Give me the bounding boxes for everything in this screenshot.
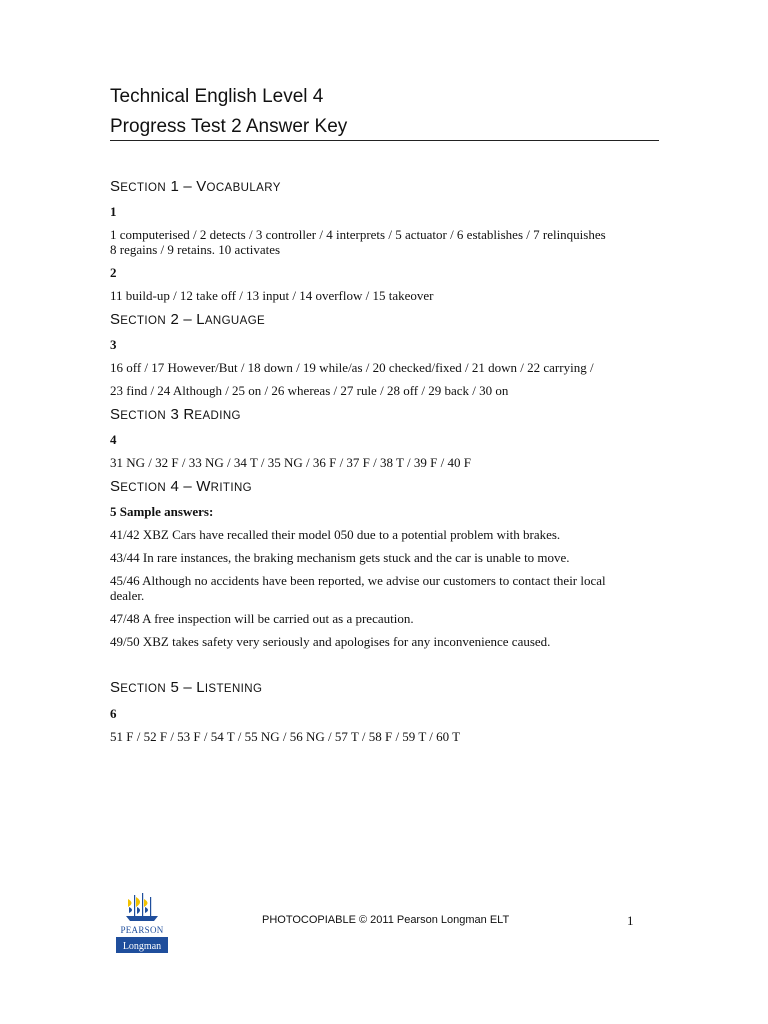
page-number: 1 — [627, 913, 634, 928]
copyright-notice: PHOTOCOPIABLE © 2011 Pearson Longman ELT — [262, 914, 510, 926]
logo-pearson-text: PEARSON — [120, 925, 164, 935]
section-4-heading: SECTION 4 – WRITING — [110, 478, 252, 495]
exercise-2-line-1: 11 build-up / 12 take off / 13 input / 14 overflow / 15 takeover — [110, 288, 434, 303]
exercise-6-line-1: 51 F / 52 F / 53 F / 54 T / 55 NG / 56 NG / 57 T / 58 F / 59 T / 60 T — [110, 729, 461, 744]
exercise-6-number: 6 — [110, 706, 117, 721]
section-3-heading: SECTION 3 READING — [110, 406, 241, 423]
section-2-heading: SECTION 2 – LANGUAGE — [110, 311, 266, 328]
exercise-4-line-1: 31 NG / 32 F / 33 NG / 34 T / 35 NG / 36 F / 37 F / 38 T / 39 F / 40 F — [110, 455, 471, 470]
exercise-1-line-2: 8 regains / 9 retains. 10 activates — [110, 242, 281, 257]
sample-answer-41-42: 41/42 XBZ Cars have recalled their model 050 due to a potential problem with brakes. — [110, 527, 561, 542]
exercise-5-number: 5 Sample answers: — [110, 504, 214, 519]
exercise-1-number: 1 — [110, 204, 117, 219]
section-1-heading: SECTION 1 – VOCABULARY — [110, 178, 281, 195]
exercise-3-line-2: 23 find / 24 Although / 25 on / 26 whereas / 27 rule / 28 off / 29 back / 30 on — [110, 383, 509, 398]
section-5-heading: SECTION 5 – LISTENING — [110, 679, 263, 696]
ship-icon — [126, 893, 158, 921]
exercise-4-number: 4 — [110, 432, 117, 447]
sample-answer-49-50: 49/50 XBZ takes safety very seriously and apologises for any inconvenience caused. — [110, 634, 551, 649]
logo-longman-text: Longman — [122, 941, 162, 952]
exercise-3-line-1: 16 off / 17 However/But / 18 down / 19 while/as / 20 checked/fixed / 21 down / 22 carrying / — [110, 360, 594, 375]
sample-answer-47-48: 47/48 A free inspection will be carried out as a precaution. — [110, 611, 414, 626]
document-title: Technical English Level 4 — [110, 86, 324, 107]
exercise-1-line-1: 1 computerised / 2 detects / 3 controller / 4 interprets / 5 actuator / 6 establishes / 7 relinquishes — [110, 227, 606, 242]
sample-answer-45-46-line-1: 45/46 Although no accidents have been reported, we advise our customers to contact their local — [110, 573, 606, 588]
sample-answer-45-46-line-2: dealer. — [110, 588, 145, 603]
document-subtitle: Progress Test 2 Answer Key — [110, 116, 348, 137]
sample-answer-43-44: 43/44 In rare instances, the braking mechanism gets stuck and the car is unable to move. — [110, 550, 570, 565]
exercise-2-number: 2 — [110, 265, 117, 280]
title-divider — [110, 140, 659, 141]
pearson-longman-logo — [114, 893, 170, 955]
exercise-3-number: 3 — [110, 337, 117, 352]
